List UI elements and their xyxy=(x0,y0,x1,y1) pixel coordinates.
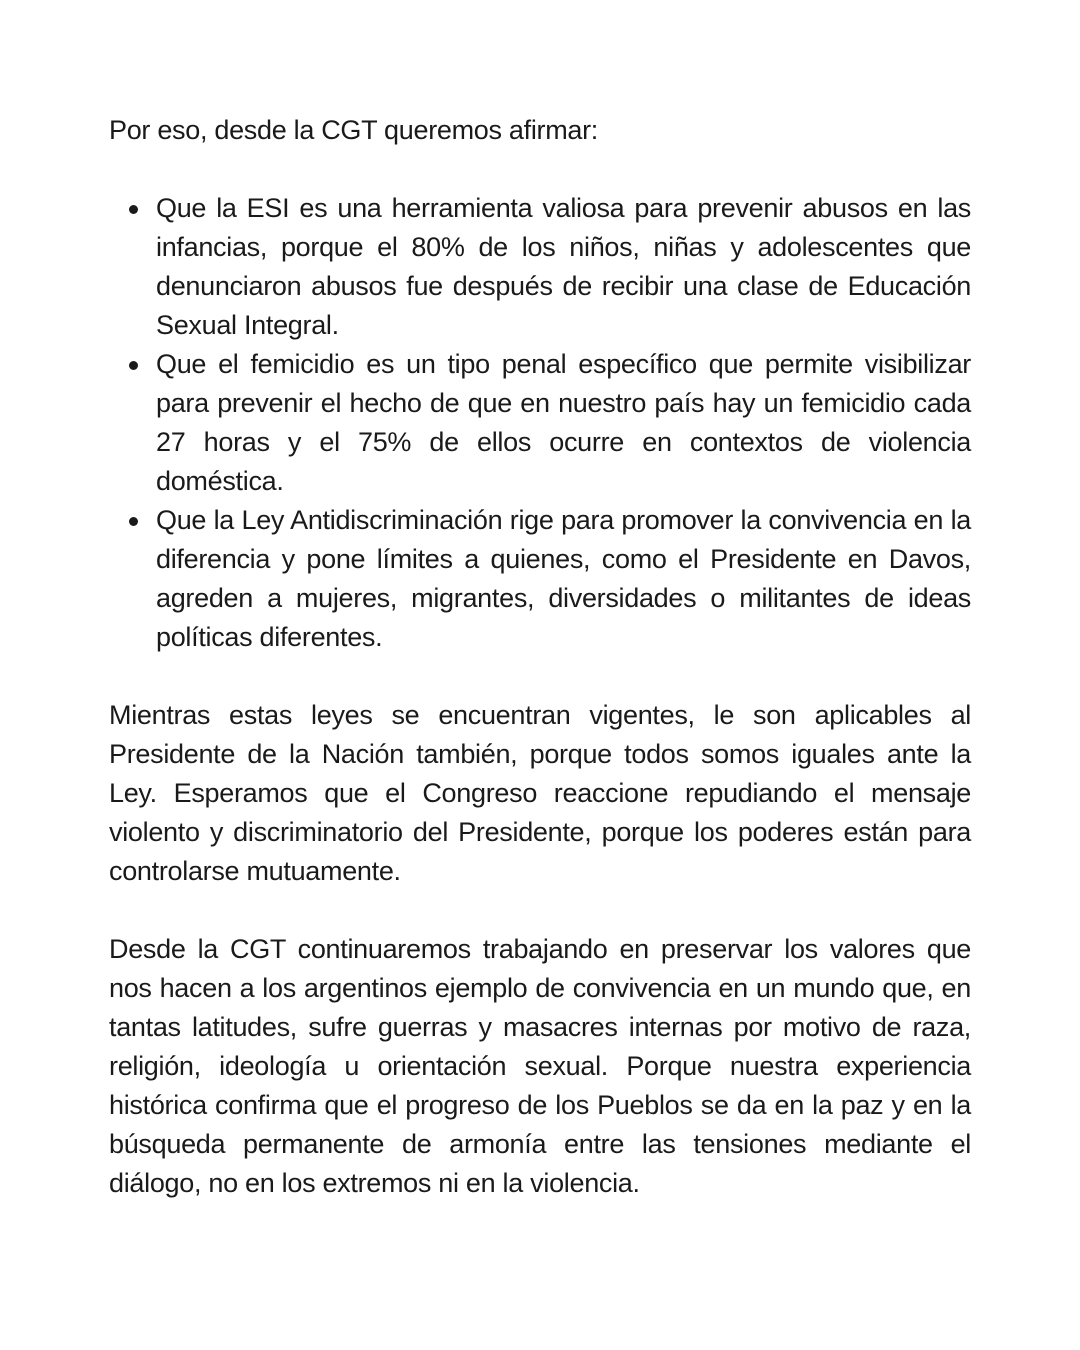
list-item-text: Que el femicidio es un tipo penal específico que permite visibilizar para prevenir el hecho de que en nuestro país hay un femicidio cada 27 horas y el 75% de ellos ocurre en contextos de violencia doméstica. xyxy=(156,349,971,496)
list-item-text: Que la ESI es una herramienta valiosa para prevenir abusos en las infancias, porque el 80% de los niños, niñas y adolescentes que denunciaron abusos fue después de recibir una clase de Educación Sexual Integral. xyxy=(156,193,971,340)
bullet-icon xyxy=(129,205,138,214)
list-item xyxy=(109,189,971,345)
intro-text: Por eso, desde la CGT queremos afirmar: xyxy=(109,115,599,145)
bullet-icon xyxy=(129,517,138,526)
paragraph-closing: Desde la CGT continuaremos trabajando en preservar los valores que nos hacen a los argentinos ejemplo de convivencia en un mundo que, en tantas latitudes, sufre guerras y masacres internas por motivo de raza, religión, ideología u orientación sexual. Porque nuestra experiencia histórica confirma que el progreso de los Pueblos se da en la paz y en la búsqueda permanente de armonía entre las tensiones mediante el diálogo, no en los extremos ni en la violencia. xyxy=(109,934,971,1198)
list-item xyxy=(109,501,971,657)
bullet-icon xyxy=(129,361,138,370)
document-body xyxy=(109,111,971,1203)
statement-list xyxy=(109,189,971,657)
list-item xyxy=(109,345,971,501)
paragraph-laws: Mientras estas leyes se encuentran vigentes, le son aplicables al Presidente de la Nación también, porque todos somos iguales ante la Ley. Esperamos que el Congreso reaccione repudiando el mensaje violento y discriminatorio del Presidente, porque los poderes están para controlarse mutuamente. xyxy=(109,700,971,886)
list-item-text: Que la Ley Antidiscriminación rige para promover la convivencia en la diferencia y pone límites a quienes, como el Presidente en Davos, agreden a mujeres, migrantes, diversidades o militantes de ideas políticas diferentes. xyxy=(156,505,971,652)
